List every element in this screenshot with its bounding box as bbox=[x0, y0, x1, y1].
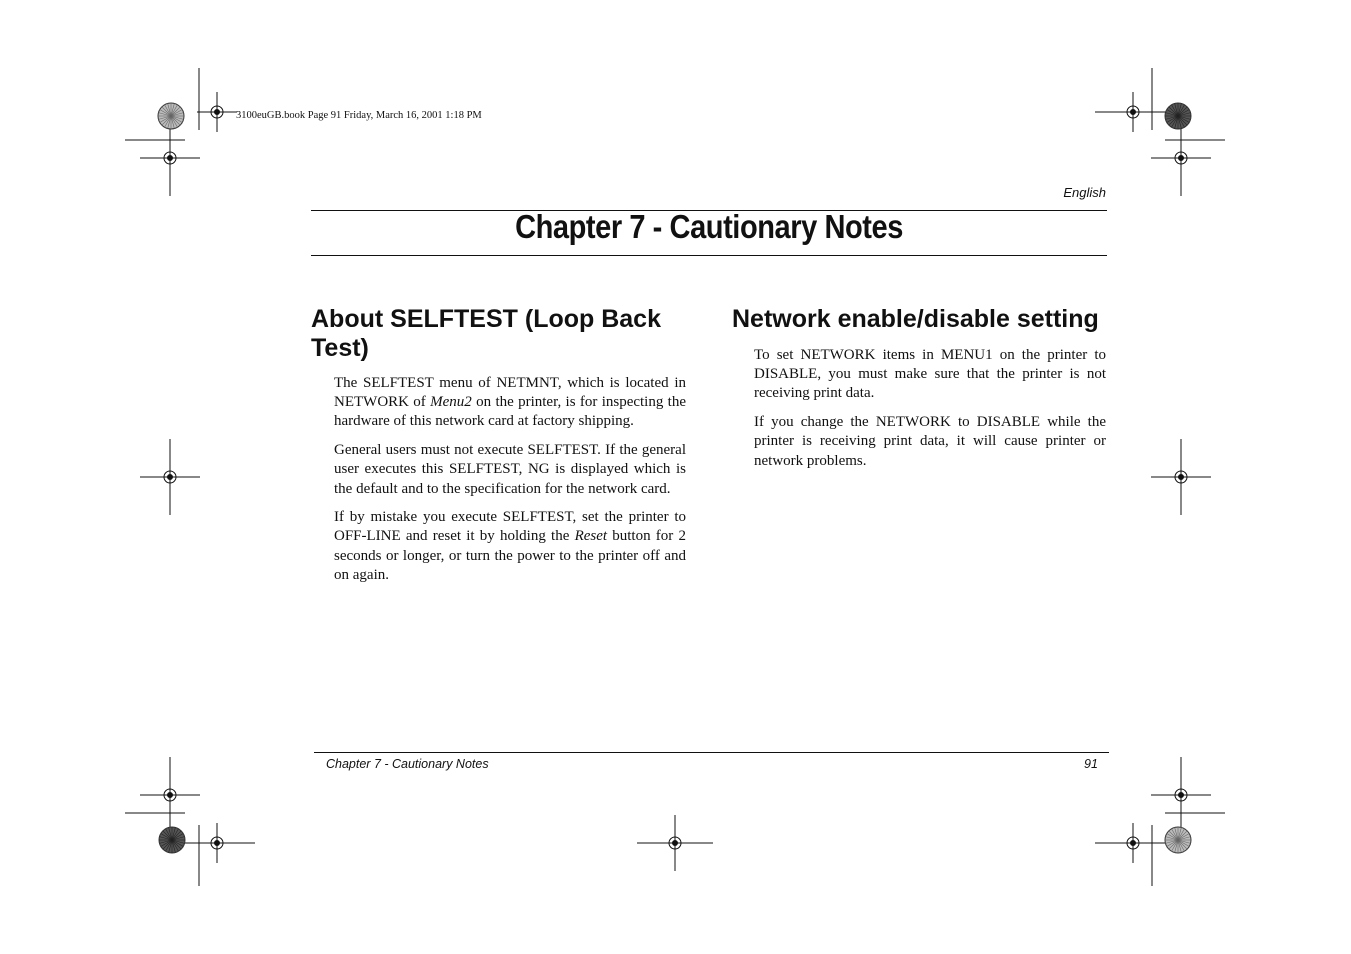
chapter-title: Chapter 7 - Cautionary Notes bbox=[515, 208, 903, 245]
footer-chapter: Chapter 7 - Cautionary Notes bbox=[326, 757, 489, 771]
registration-mark bbox=[215, 110, 220, 115]
right-paragraph-1: To set NETWORK items in MENU1 on the printer to DISABLE, you must make sure that the printer is not receiving print data. bbox=[754, 347, 1106, 402]
title-bottom-rule bbox=[311, 255, 1107, 256]
left-column-heading: About SELFTEST (Loop Back Test) bbox=[311, 305, 661, 362]
registration-mark bbox=[1131, 110, 1136, 115]
registration-mark bbox=[215, 841, 220, 846]
footer-rule bbox=[314, 752, 1109, 753]
registration-mark bbox=[1179, 475, 1184, 480]
book-header: 3100euGB.book Page 91 Friday, March 16, 2001 1:18 PM bbox=[236, 110, 482, 121]
right-column-heading: Network enable/disable setting bbox=[732, 305, 1099, 333]
left-paragraph-3 bbox=[334, 508, 686, 585]
text-run: The SELFTEST menu of NETMNT, which is located in NETWORK of bbox=[334, 375, 686, 411]
page-number: 91 bbox=[1084, 757, 1098, 771]
registration-mark bbox=[168, 156, 173, 161]
left-paragraph-2: General users must not execute SELFTEST. If the general user executes this SELFTEST, NG is displayed which is the default and to the specification for the network card. bbox=[334, 442, 686, 497]
right-paragraph-2: If you change the NETWORK to DISABLE while the printer is receiving print data, it will cause printer or network problems. bbox=[754, 414, 1106, 469]
registration-mark bbox=[1131, 841, 1136, 846]
registration-mark bbox=[673, 841, 678, 846]
registration-mark bbox=[168, 793, 173, 798]
registration-mark bbox=[1179, 793, 1184, 798]
right-column-body bbox=[754, 346, 1106, 480]
registration-mark bbox=[1179, 156, 1184, 161]
text-run: on the printer, is for inspecting the hardware of this network card at factory shipping. bbox=[334, 394, 687, 430]
text-run: button for 2 seconds or longer, or turn the power to the printer off and on again. bbox=[334, 528, 687, 583]
menu2-emphasis: Menu2 bbox=[430, 394, 472, 411]
text-run: If by mistake you execute SELFTEST, set the printer to OFF-LINE and reset it by holding the bbox=[334, 509, 686, 545]
reset-emphasis: Reset bbox=[574, 528, 608, 545]
language-label: English bbox=[1063, 185, 1106, 200]
registration-mark bbox=[168, 475, 173, 480]
left-column-body bbox=[334, 374, 686, 595]
left-paragraph-1 bbox=[334, 374, 686, 432]
